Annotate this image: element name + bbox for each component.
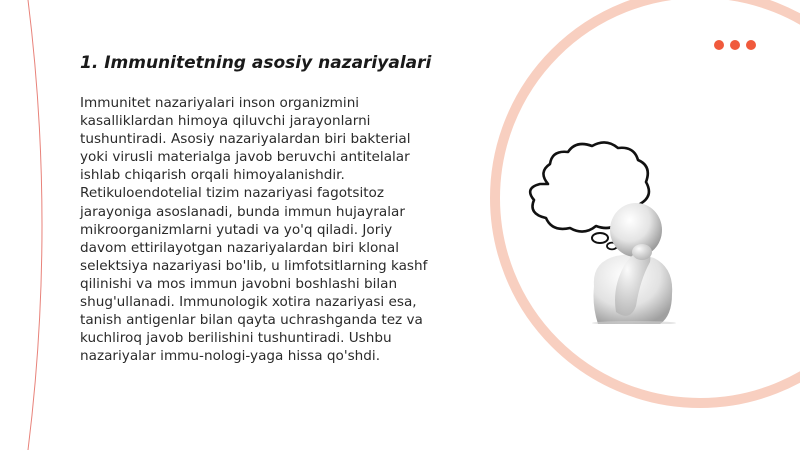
three-dots-icon: [713, 39, 759, 51]
slide-body-text: Immunitet nazariyalari inson organizmini kasalliklardan himoya qiluvchi jarayonlarni tushuntiradi. Asosiy nazariyalardan biri bakterial yoki virusli materialga javob beruvchi antitelalar ishlab chiqarish orqali himoyalanishdir. Retikuloendotelial tizim nazariyasi fagotsitoz jarayoniga asoslanadi, bunda immun hujayralar mikroorganizmlarni yutadi va yo'q qiladi. Joriy davom ettirilayotgan nazariyalardan biri klonal selektsiya nazariyasi bo'lib, u limfotsitlarning kashf qilinishi va mos immun javobni boshlashi bilan shug'ullanadi. Immunologik xotira nazariyasi esa, tanish antigenlar bilan qayta uchrashganda tez va kuchliroq javob berilishini tushuntiradi. Ushbu nazariyalar immu-nologi-yaga hissa qo'shdi.: [80, 95, 428, 365]
slide-title: 1. Immunitetning asosiy nazariyalari: [80, 53, 432, 73]
left-curve-line: [28, 0, 42, 450]
thinking-person-illustration: [512, 138, 678, 324]
